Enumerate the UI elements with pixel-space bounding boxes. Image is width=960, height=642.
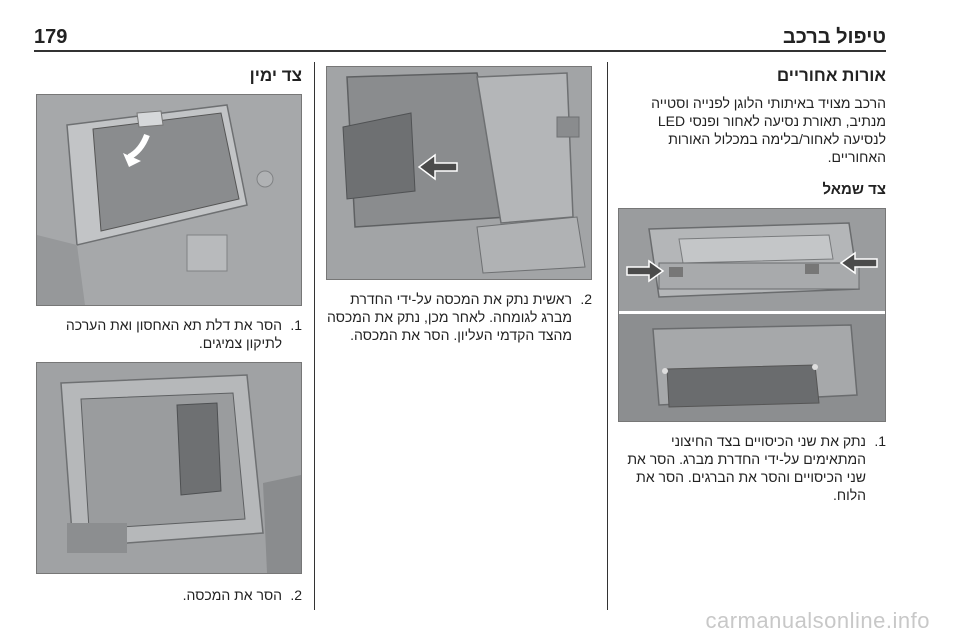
step-text: הסר את המכסה. [182, 587, 282, 603]
left-column [34, 60, 302, 604]
rear-lights-intro: הרכב מצויד באיתותי הלוגן לפנייה וסטייה מנתיב, תאורת נסיעה לאחור ופנסי LED לנסיעה לאחור/בלימה במכלול האורות האחוריים. [651, 95, 886, 165]
illustration-trunk-side-cover [327, 67, 591, 279]
right-side-step-2 [34, 586, 302, 604]
section-title-right-side: צד ימין [249, 66, 302, 85]
header-rule [34, 50, 886, 52]
illustration-trunk-panel [619, 209, 885, 421]
right-column [618, 60, 886, 504]
subtitle-left-side: צד שמאל [822, 181, 886, 198]
middle-column [326, 60, 592, 344]
column-divider-left [314, 62, 315, 610]
figure-storage-door [36, 94, 302, 306]
step-text: נתק את שני הכיסויים בצד החיצוני המתאימים על-ידי החדרת מברג. הסר את שני הכיסויים והסר את הברגים. הסר את הלוח. [627, 433, 866, 503]
section-title-rear-lights: אורות אחוריים [776, 66, 886, 85]
left-side-step-2 [326, 290, 592, 344]
figure-cover-remove-right [36, 362, 302, 574]
illustration-right-cover [37, 363, 301, 573]
watermark: carmanualsonline.info [705, 608, 930, 633]
step-text: הסר את דלת תא האחסון ואת הערכה לתיקון צמיגים. [65, 317, 282, 351]
step-number: 2. [290, 587, 302, 603]
page-number: 179 [34, 26, 68, 48]
figure-cover-removal [326, 66, 592, 280]
left-side-step-1 [618, 432, 886, 504]
step-number: 1. [290, 317, 302, 333]
column-divider-right [607, 62, 608, 610]
step-number: 2. [580, 291, 592, 307]
right-side-step-1 [34, 316, 302, 352]
step-number: 1. [874, 433, 886, 449]
step-text: ראשית נתק את המכסה על-ידי החדרת מברג לגומחה. לאחר מכן, נתק את המכסה מהצד הקדמי העליון. הסר את המכסה. [326, 291, 572, 343]
illustration-storage-compartment [37, 95, 301, 305]
chapter-title: טיפול ברכב [782, 26, 886, 48]
figure-left-side-trim-panel [618, 208, 886, 422]
